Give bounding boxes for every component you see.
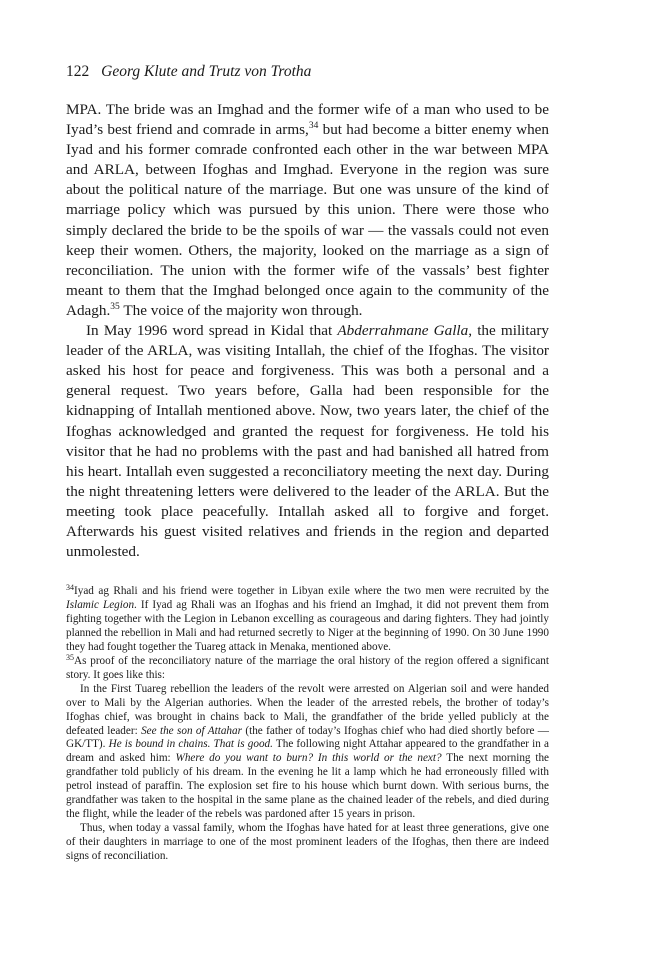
running-head [66,62,549,82]
footnote-35-story: In the First Tuareg rebellion the leaders of the revolt were arrested on Algerian soil and were handed over to Mali by the Algerian authories. When the leader of the arrested rebels, the brother of today’s Ifoghas chief, was brought in chains back to Mali, the grandfather of the bride yelled publicly at the defeated leader: See the son of Attahar (the father of today’s Ifoghas chief who had died shortly before — GK/TT). He is bound in chains. That is good. The following night Attahar appeared to the grandfather in a dream and asked him: Where do you want to burn? In this world or the next? The next morning the grandfather told publicly of his dream. In the evening he lit a lamp which he had erroneously filled with petrol instead of paraffin. The explosion set fire to his house which burnt down. With serious burns, the grandfather was taken to the hospital in the same plane as the chained leader of the rebels, and died during the flight, while the leader of the rebels was pardoned after 15 years in prison. [66,682,550,821]
footnote-35-closing: Thus, when today a vassal family, whom the Ifoghas have hated for at least three generations, give one of their daughters in marriage to one of the most prominent leaders of the Ifoghas, then there are indeed signs of reconciliation. [66,822,549,863]
footnote-ref[interactable]: 35 [110,301,120,312]
body-text [66,100,549,562]
footnotes [66,585,549,864]
footnote-number: 34 [66,583,74,592]
footnote-35: $^{35}$As proof of the reconciliatory nature of the marriage the oral history of the region offered a significant story. It goes like this: [66,652,549,681]
page [66,62,549,562]
running-head-authors: Georg Klute and Trutz von Trotha [101,63,312,80]
paragraph: MPA. The bride was an Imghad and the former wife of a man who used to be Iyad’s best friend and comrade in arms,$^{34}$ but had become a bitter enemy when Iyad and his former comrade confronted each other in the war between MPA and ARLA, between Ifoghas and Imghad. Everyone in the region was sure about the political nature of the marriage. But one was unsure of the kind of marriage policy which was pursued by this union. There were those who simply declared the bride to be the spoils of war — the vassals could not even keep their women. Others, the majority, looked on the marriage as a sign of reconciliation. The union with the former wife of the vassals’ best fighter meant to them that the Imghad belonged once again to the community of the Adagh.$^{35}$ The voice of the majority won through. [66,101,550,319]
footnote-number: 35 [66,652,74,662]
page-number: 122 [66,63,90,80]
footnote-34: $^{34}$Iyad ag Rhali and his friend were together in Libyan exile where the two men were recruited by the Islamic Legion. If Iyad ag Rhali was an Ifoghas and his friend an Imghad, it did not prevent them from fighting together with the Legion in Lebanon excelling as courageous and daring fighters. They had jointly planned the rebellion in Mali and had returned secretly to Niger at the beginning of 1990. On 30 June 1990 they had fought together the Tuareg attack in Menaka, mentioned above. [66,583,549,653]
person-name: Abderrahmane Galla [337,322,469,340]
paragraph: In May 1996 word spread in Kidal that Abderrahmane Galla, the military leader of the ARLA, was visiting Intallah, the chief of the Ifoghas. The visitor asked his host for peace and forgiveness. This was both a personal and a general request. Two years before, Galla had been responsible for the kidnapping of Intallah mentioned above. Now, two years later, the chief of the Ifoghas acknowledged and granted the request for forgiveness. He told his visitor that he had no problems with the past and had banished all hatred from his heart. Intallah even suggested a reconciliatory meeting the next day. During the night threatening letters were delivered to the leader of the ARLA. But the meeting took place peacefully. Intallah asked all to forgive and forget. Afterwards his guest visited relatives and friends in the region and departed unmolested. [66,322,549,561]
footnote-ref[interactable]: 34 [308,121,319,132]
